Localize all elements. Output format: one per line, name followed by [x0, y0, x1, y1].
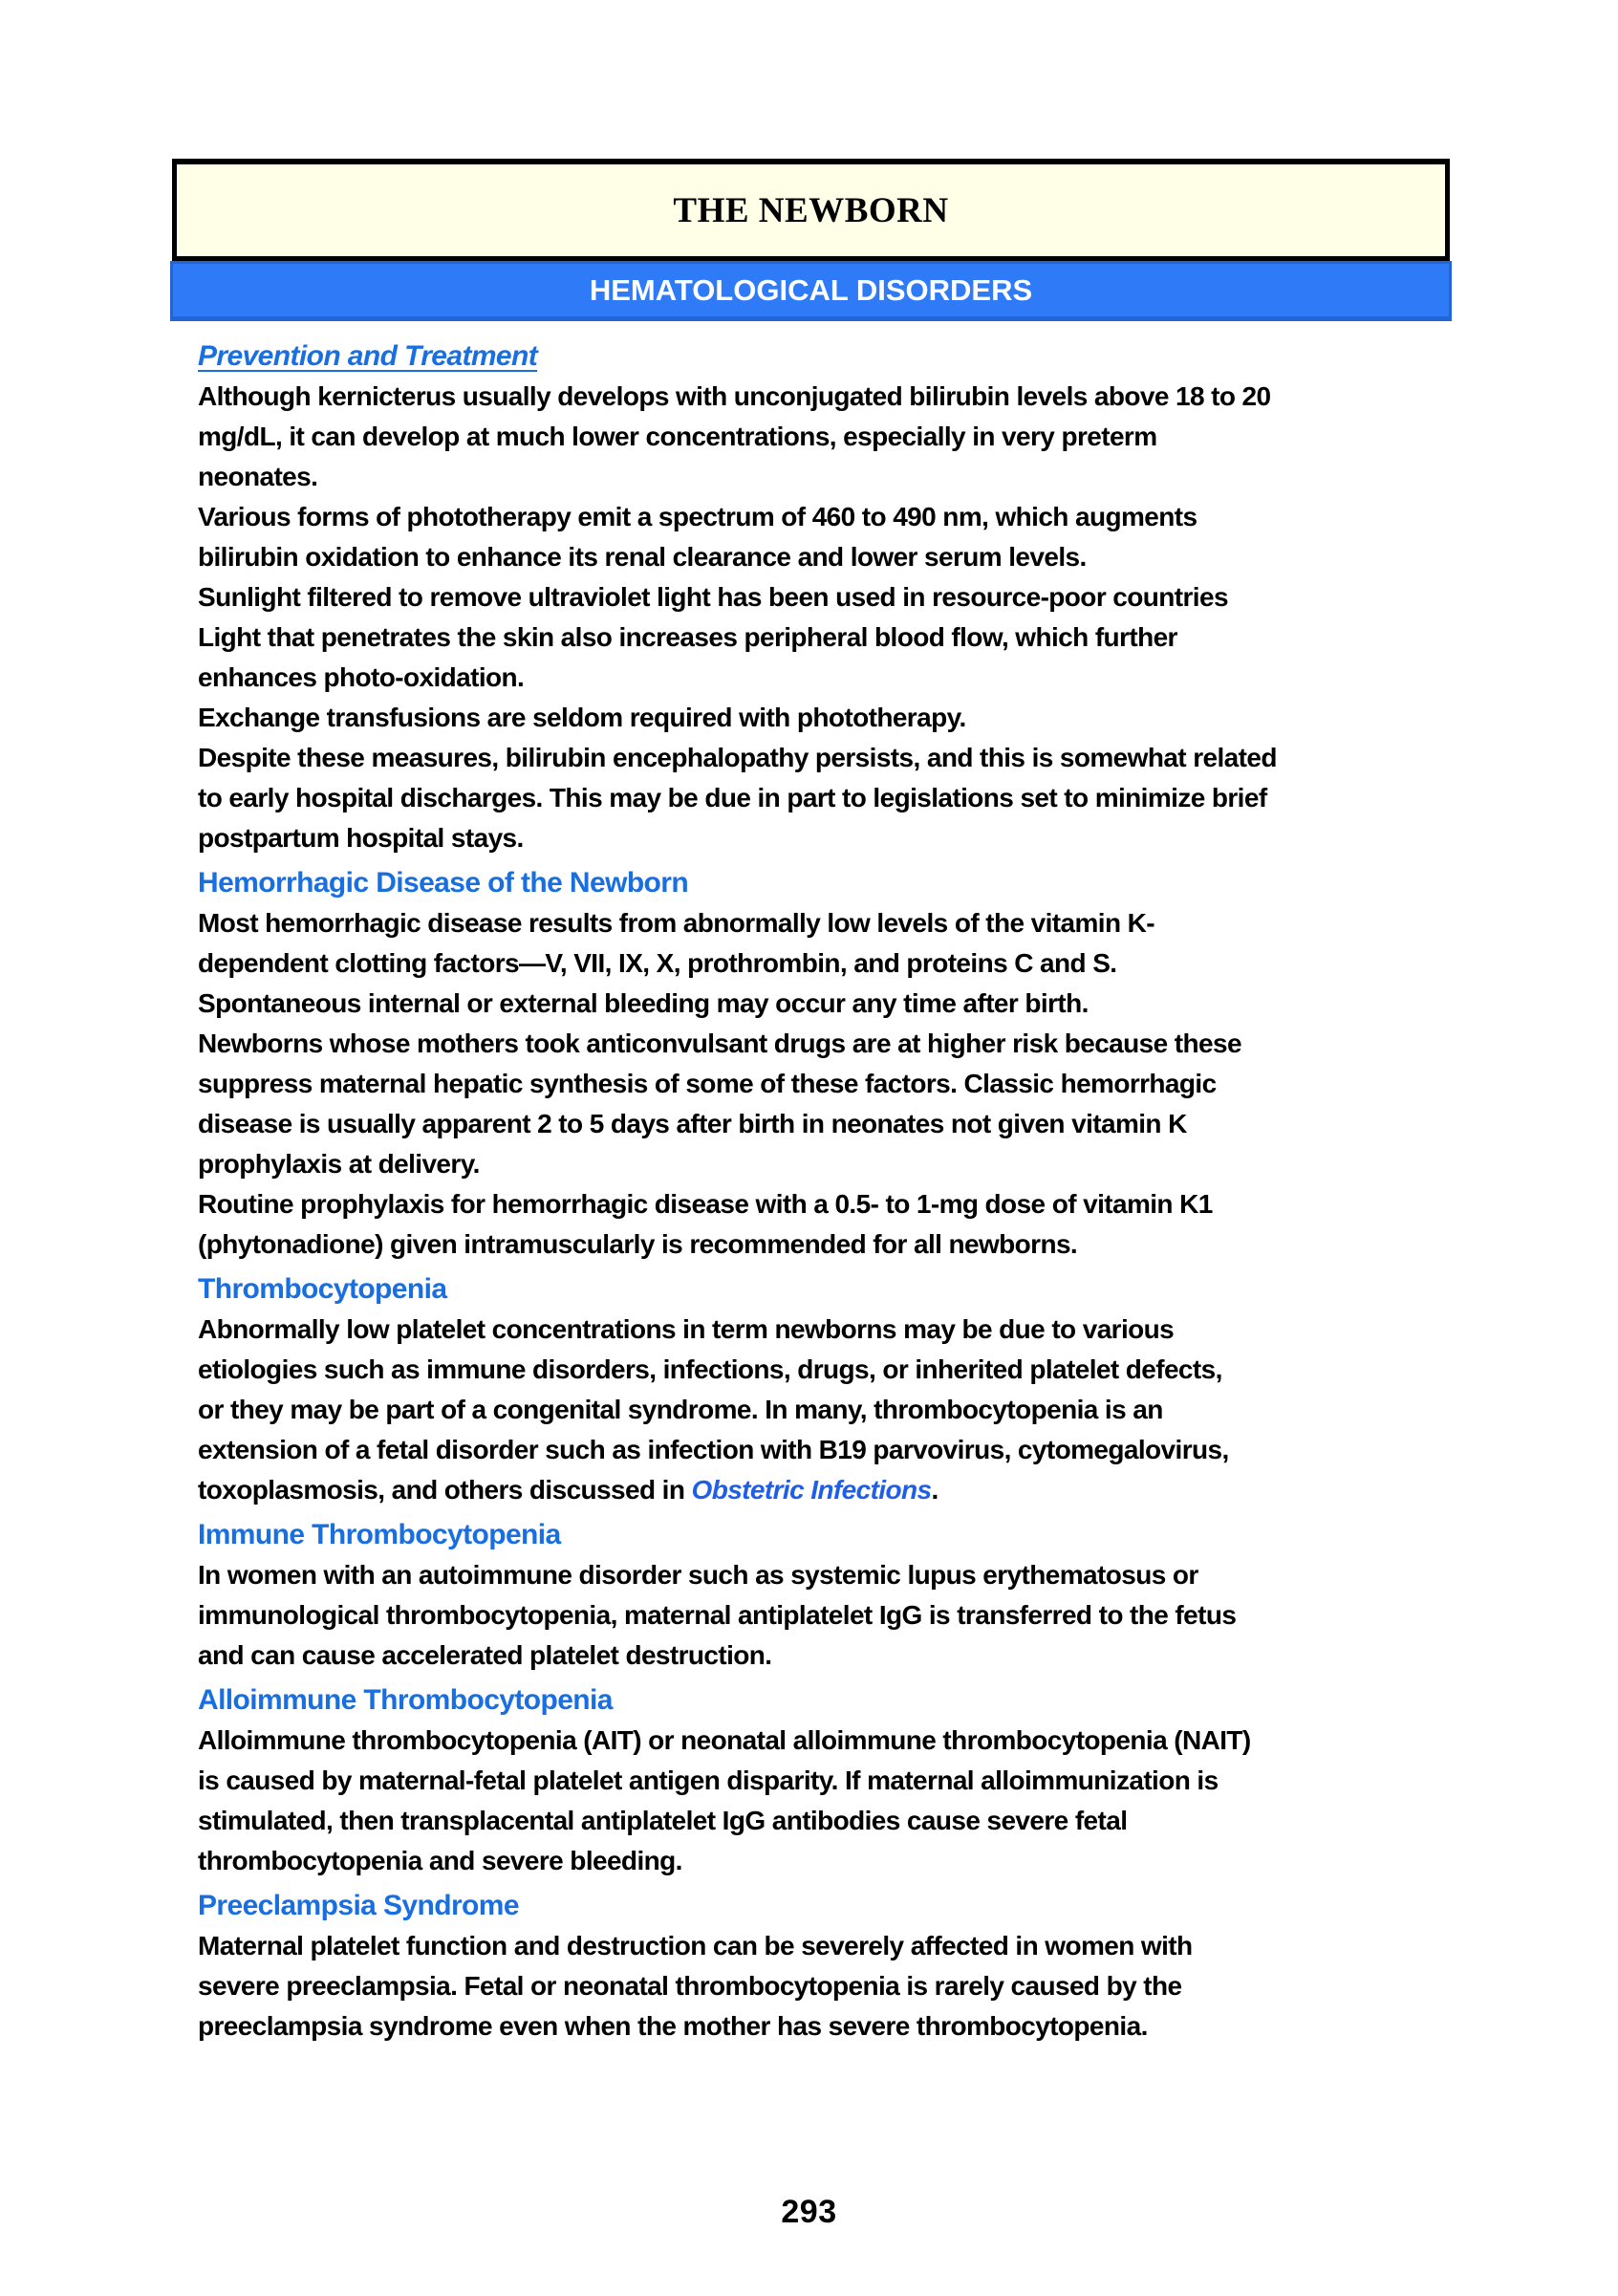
text-line: thrombocytopenia and severe bleeding. [198, 1846, 682, 1875]
text-line: Abnormally low platelet concentrations in term newborns may be due to various [198, 1314, 1175, 1344]
text-line: Exchange transfusions are seldom required with phototherapy. [198, 703, 966, 732]
section-heading: Alloimmune Thrombocytopenia [198, 1684, 613, 1716]
text-line: suppress maternal hepatic synthesis of some of these factors. Classic hemorrhagic [198, 1069, 1217, 1098]
text-line: In women with an autoimmune disorder such as systemic lupus erythematosus or [198, 1560, 1198, 1590]
text-line: disease is usually apparent 2 to 5 days after birth in neonates not given vitamin K [198, 1109, 1187, 1138]
text-line: bilirubin oxidation to enhance its renal clearance and lower serum levels. [198, 542, 1087, 572]
text-line: stimulated, then transplacental antiplatelet IgG antibodies cause severe fetal [198, 1806, 1128, 1835]
text-line: etiologies such as immune disorders, infections, drugs, or inherited platelet defects, [198, 1354, 1222, 1384]
section-heading: Immune Thrombocytopenia [198, 1519, 561, 1550]
text-line: enhances photo-oxidation. [198, 662, 525, 692]
text-line: Sunlight filtered to remove ultraviolet light has been used in resource-poor countries [198, 582, 1228, 612]
text-line: Most hemorrhagic disease results from abnormally low levels of the vitamin K- [198, 908, 1154, 938]
document-body [198, 336, 1469, 2047]
text-line: Despite these measures, bilirubin encephalopathy persists, and this is somewhat related [198, 743, 1277, 772]
text-line: preeclampsia syndrome even when the mother has severe thrombocytopenia. [198, 2011, 1148, 2041]
text-line: immunological thrombocytopenia, maternal antiplatelet IgG is transferred to the fetus [198, 1600, 1237, 1630]
text-line: severe preeclampsia. Fetal or neonatal thrombocytopenia is rarely caused by the [198, 1971, 1182, 2001]
title-box [172, 159, 1450, 261]
page-number: 293 [781, 2194, 837, 2230]
text-line: is caused by maternal-fetal platelet antigen disparity. If maternal alloimmunization is [198, 1765, 1219, 1795]
chapter-title: THE NEWBORN [673, 190, 949, 230]
text-line: Alloimmune thrombocytopenia (AIT) or neonatal alloimmune thrombocytopenia (NAIT) [198, 1725, 1251, 1755]
text-line: Although kernicterus usually develops with unconjugated bilirubin levels above 18 to 20 [198, 381, 1271, 411]
obstetric-infections-link[interactable]: Obstetric Infections [691, 1475, 932, 1505]
text-line: Various forms of phototherapy emit a spectrum of 460 to 490 nm, which augments [198, 502, 1197, 531]
text-line [198, 1470, 1469, 1510]
text-line: (phytonadione) given intramuscularly is recommended for all newborns. [198, 1229, 1078, 1259]
text-line: prophylaxis at delivery. [198, 1149, 480, 1179]
section-heading: Preeclampsia Syndrome [198, 1890, 519, 1921]
section-heading: Hemorrhagic Disease of the Newborn [198, 867, 689, 899]
text-line: mg/dL, it can develop at much lower concentrations, especially in very preterm [198, 422, 1157, 451]
text-line: neonates. [198, 462, 318, 491]
section-banner [170, 261, 1452, 321]
text-line: Routine prophylaxis for hemorrhagic disease with a 0.5- to 1-mg dose of vitamin K1 [198, 1189, 1213, 1219]
text-line: or they may be part of a congenital syndrome. In many, thrombocytopenia is an [198, 1395, 1163, 1424]
text-line: and can cause accelerated platelet destruction. [198, 1640, 772, 1670]
text-line: dependent clotting factors—V, VII, IX, X, prothrombin, and proteins C and S. [198, 948, 1117, 978]
section-heading: Prevention and Treatment [198, 340, 538, 372]
text-line: extension of a fetal disorder such as infection with B19 parvovirus, cytomegalovirus, [198, 1435, 1229, 1464]
text-line: Newborns whose mothers took anticonvulsant drugs are at higher risk because these [198, 1029, 1241, 1058]
text-line: Maternal platelet function and destruction can be severely affected in women with [198, 1931, 1193, 1960]
text-segment: toxoplasmosis, and others discussed in [198, 1475, 692, 1505]
text-line: Spontaneous internal or external bleeding may occur any time after birth. [198, 988, 1089, 1018]
text-line: to early hospital discharges. This may be due in part to legislations set to minimize brief [198, 783, 1267, 812]
section-banner-label: HEMATOLOGICAL DISORDERS [589, 272, 1033, 307]
text-line: postpartum hospital stays. [198, 823, 524, 853]
section-heading: Thrombocytopenia [198, 1273, 447, 1305]
text-line: Light that penetrates the skin also increases peripheral blood flow, which further [198, 622, 1177, 652]
text-segment: . [931, 1475, 938, 1505]
